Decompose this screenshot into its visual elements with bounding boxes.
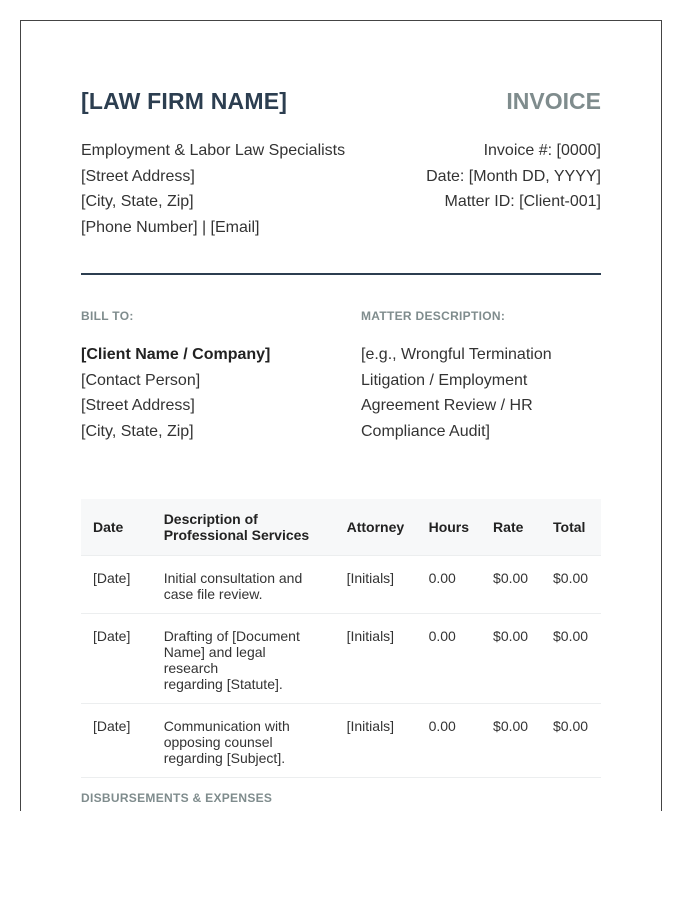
client-street: [Street Address] [81,397,195,414]
table-row [81,704,601,778]
invoice-number: Invoice #: [0000] [483,142,601,159]
client-contact: [Contact Person] [81,371,201,389]
row-description-line: regarding [Statute]. [163,676,283,692]
row-date: [Date] [81,704,152,778]
row-rate: $0.00 [481,704,541,778]
firm-info [81,138,345,240]
firm-street: [Street Address] [81,167,195,185]
row-total: $0.00 [541,704,601,778]
header-attorney: Attorney [335,499,417,556]
firm-name: [LAW FIRM NAME] [81,88,288,114]
client-name: [Client Name / Company] [81,346,271,363]
matter-description-label: MATTER DESCRIPTION: [361,309,506,323]
table-header-row [81,499,601,556]
matter-line: Litigation / Employment [361,371,528,389]
matter-line: [e.g., Wrongful Termination [361,346,552,363]
row-rate: $0.00 [481,556,541,614]
row-description [152,614,335,704]
header-divider [81,273,601,275]
disbursements-label: DISBURSEMENTS & EXPENSES [81,791,273,805]
row-attorney: [Initials] [335,704,417,778]
row-rate: $0.00 [481,614,541,704]
bill-to-label: BILL TO: [81,309,134,323]
bill-to-block [81,342,270,444]
row-hours: 0.00 [417,556,481,614]
header-date: Date [81,499,152,556]
row-hours: 0.00 [417,614,481,704]
invoice-meta [426,138,601,215]
matter-line: Agreement Review / HR [361,397,533,414]
row-description-line: case file review. [163,586,263,602]
invoice-page [20,20,662,811]
matter-description [361,342,552,444]
firm-city: [City, State, Zip] [81,193,194,210]
row-description-line: opposing counsel [163,734,273,750]
firm-contact: [Phone Number] | [Email] [81,218,260,236]
row-description-line: regarding [Subject]. [163,750,286,766]
client-city: [City, State, Zip] [81,422,194,440]
invoice-title: INVOICE [506,88,601,114]
row-attorney: [Initials] [335,556,417,614]
row-description-line: Drafting of [Document [163,628,300,644]
matter-id: Matter ID: [Client-001] [444,193,601,210]
row-description-line: Communication with [163,718,290,734]
invoice-date: Date: [Month DD, YYYY] [426,167,601,185]
firm-tagline: Employment & Labor Law Specialists [81,142,346,159]
row-hours: 0.00 [417,704,481,778]
row-total: $0.00 [541,556,601,614]
header-description [152,499,335,556]
row-description-line: Initial consultation and [163,570,303,586]
row-date: [Date] [81,614,152,704]
row-description-line: Name] and legal research [163,644,266,676]
header-hours: Hours [417,499,481,556]
row-description [152,704,335,778]
row-attorney: [Initials] [335,614,417,704]
header-rate: Rate [481,499,541,556]
table-row [81,614,601,704]
header-total: Total [541,499,601,556]
row-date: [Date] [81,556,152,614]
table-row [81,556,601,614]
header-description-line: Description of [163,511,258,527]
matter-line: Compliance Audit] [361,422,490,440]
services-table [81,499,601,778]
row-description [152,556,335,614]
row-total: $0.00 [541,614,601,704]
header-description-line: Professional Services [163,527,310,543]
